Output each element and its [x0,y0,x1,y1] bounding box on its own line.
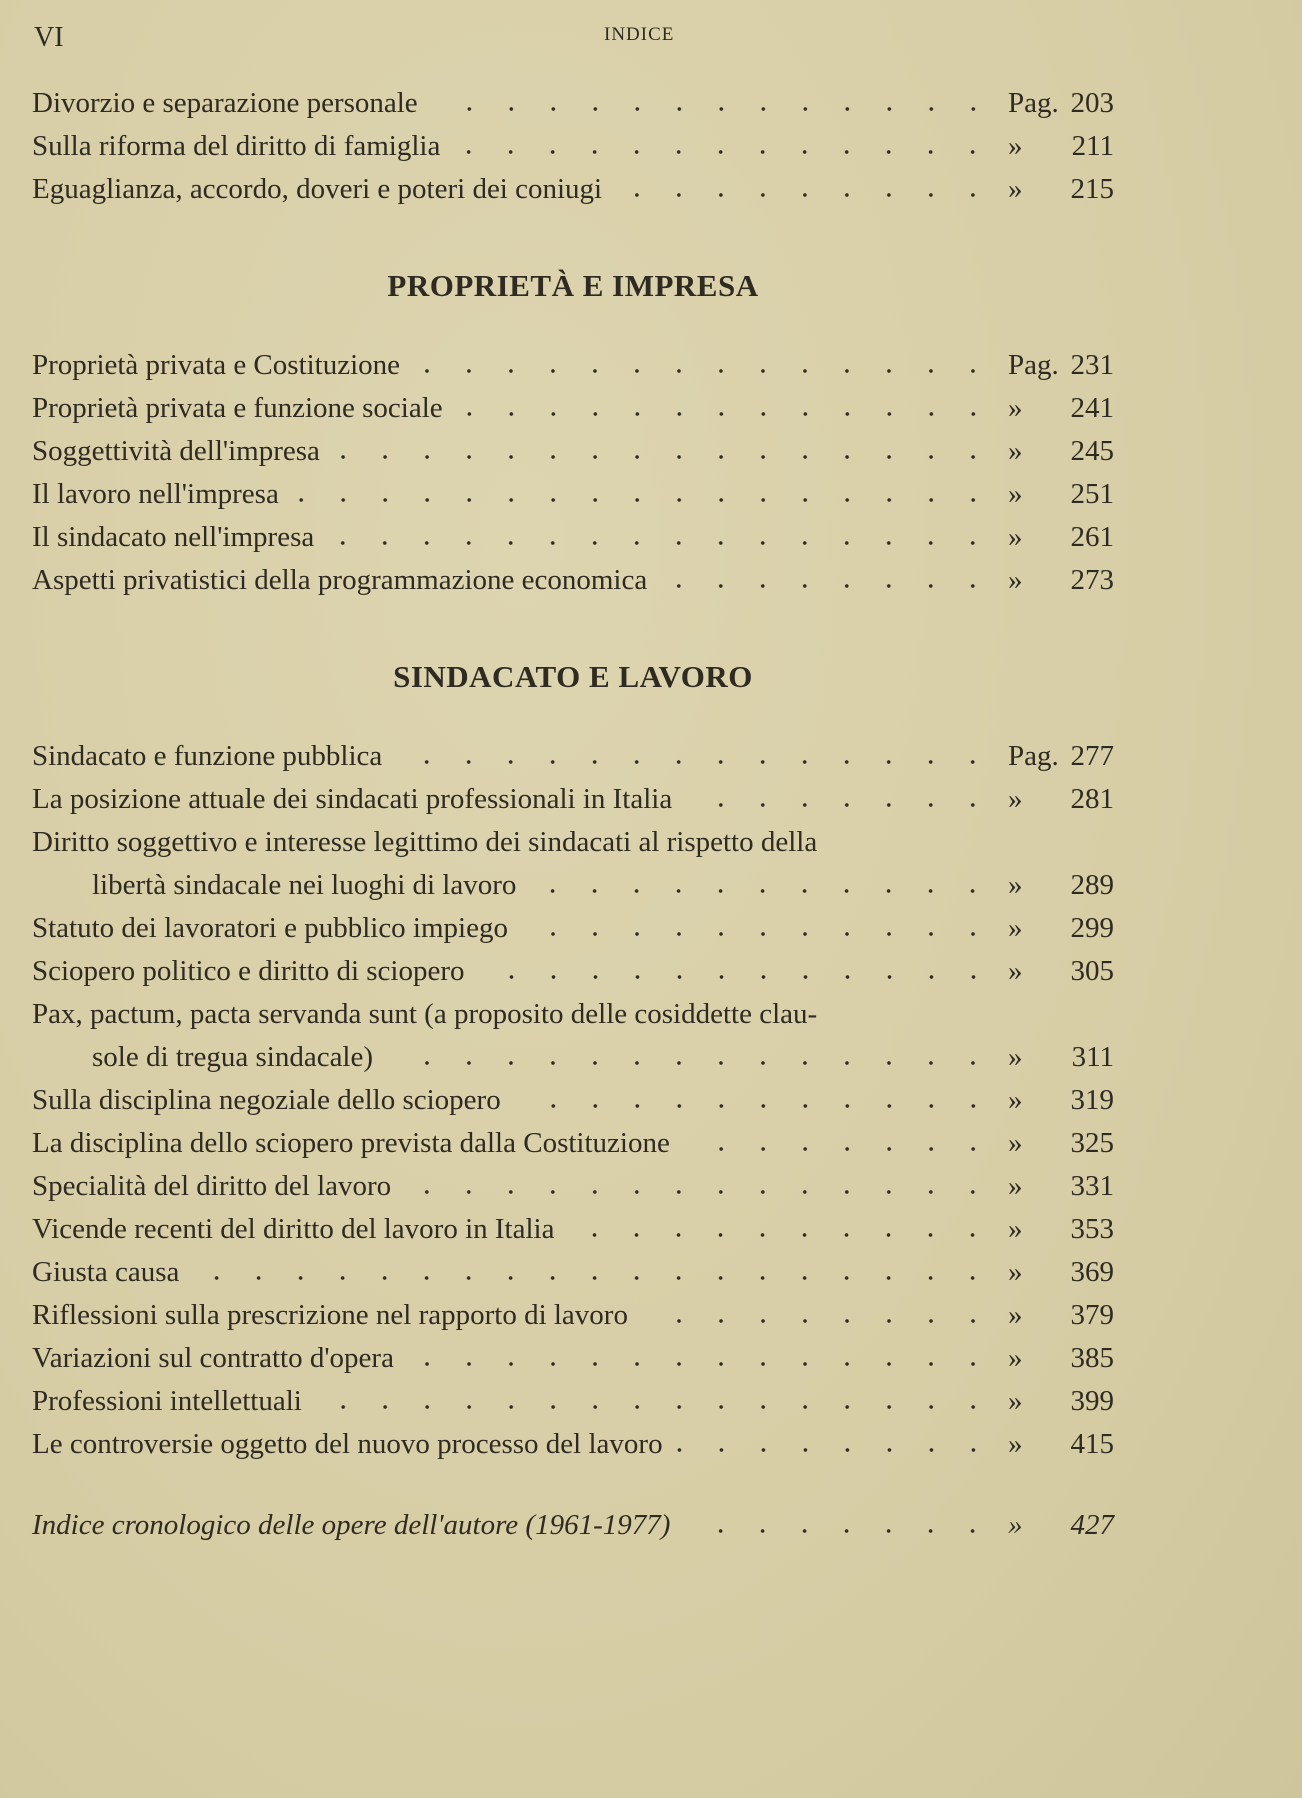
dot-leader [387,1037,994,1066]
dot-leader [686,779,994,808]
dot-leader [432,83,994,112]
running-header [34,18,1112,58]
toc-entry [32,430,1114,473]
toc-entry-line [32,1079,1114,1122]
entry-title: Divorzio e separazione personale [32,87,418,119]
entry-title: Il lavoro nell'impresa [32,478,279,510]
toc-entry-line [32,821,1114,864]
toc-entry-line [32,778,1114,821]
entry-title: Riflessioni sulla prescrizione nel rapporto di lavoro [32,1299,628,1331]
entry-title: Giusta causa [32,1256,180,1288]
entry-title: Il sindacato nell'impresa [32,521,315,553]
page-number: 289 [1070,869,1114,901]
page-marker: » [1008,435,1023,467]
toc-entry [32,82,1114,125]
entry-title: Sindacato e funzione pubblica [32,740,383,772]
page-marker: » [1008,1170,1023,1202]
toc-entry-line [32,430,1114,473]
page-number: 231 [1070,349,1114,381]
page-number: 331 [1070,1170,1114,1202]
page-marker: » [1008,869,1023,901]
page-marker: » [1008,1213,1023,1245]
toc-entry [32,1122,1114,1165]
toc-entry-line [32,1423,1114,1466]
page-number: 281 [1070,783,1114,815]
toc-entry-line [32,735,1114,778]
entry-title: Le controversie oggetto del nuovo processo del lavoro [32,1428,663,1460]
toc-entry [32,1251,1114,1294]
page-marker: » [1008,912,1023,944]
dot-leader [677,1424,994,1453]
entry-title: Proprietà privata e Costituzione [32,349,401,381]
toc-entry-line [32,82,1114,125]
page-marker: » [1008,1428,1023,1460]
toc-entry-line [32,559,1114,602]
entry-title: La disciplina dello sciopero prevista dalla Costituzione [32,1127,670,1159]
toc-entry [32,1337,1114,1380]
toc-entry [32,821,1114,907]
toc-entry-line [32,1294,1114,1337]
toc-entry-line [32,516,1114,559]
toc-entry [32,950,1114,993]
dot-leader [414,345,994,374]
page-number: 211 [1071,130,1114,162]
page-number: 245 [1070,435,1114,467]
dot-leader [616,169,994,198]
section-heading: SINDACATO E LAVORO [393,659,753,694]
spacer [32,1466,1114,1504]
toc-entry [32,778,1114,821]
toc-entry [32,1504,1114,1547]
entry-title: Diritto soggettivo e interesse legittimo dei sindacati al rispetto della [32,826,818,858]
entry-title: Eguaglianza, accordo, doveri e poteri dei coniugi [32,173,603,205]
toc-entry [32,735,1114,778]
entry-title: Indice cronologico delle opere dell'autore (1961-1977) [32,1509,671,1541]
page-marker: » [1008,1342,1023,1374]
dot-leader [334,431,994,460]
page-marker: » [1008,1256,1023,1288]
toc-entry [32,1079,1114,1122]
page-marker: » [1008,1084,1023,1116]
page-marker: » [1008,1299,1023,1331]
page-marker: » [1008,392,1023,424]
entry-title: libertà sindacale nei luoghi di lavoro [92,869,517,901]
entry-title: Statuto dei lavoratori e pubblico impiego [32,912,508,944]
running-title: INDICE [604,24,675,45]
dot-leader [405,1166,994,1195]
entry-title: Sulla disciplina negoziale dello sciopero [32,1084,501,1116]
toc-entry-line [32,1208,1114,1251]
toc-entry [32,1423,1114,1466]
page-number: 305 [1070,955,1114,987]
entry-title: Professioni intellettuali [32,1385,302,1417]
toc-entry [32,387,1114,430]
page-number: 273 [1070,564,1114,596]
page-marker: » [1008,564,1023,596]
toc-entry [32,559,1114,602]
toc-entry-line [32,950,1114,993]
toc-entry-line [32,473,1114,516]
dot-leader [479,951,995,980]
toc-entry [32,1208,1114,1251]
page-number: 399 [1070,1385,1114,1417]
page-number: 325 [1070,1127,1114,1159]
page-number: 353 [1070,1213,1114,1245]
dot-leader [522,908,994,937]
toc-entry-line [32,1337,1114,1380]
toc-entry [32,993,1114,1079]
spacer [32,306,1114,344]
toc-entry [32,344,1114,387]
entry-title: Aspetti privatistici della programmazione economica [32,564,648,596]
toc-entry [32,125,1114,168]
page-number: 415 [1070,1428,1114,1460]
page-marker: » [1008,521,1023,553]
spacer [32,697,1114,735]
toc-entry-line [32,1251,1114,1294]
table-of-contents [32,82,1114,1547]
entry-title: Vicende recenti del diritto del lavoro in Italia [32,1213,555,1245]
page-marker: Pag. [1008,87,1059,119]
page-marker: » [1008,1509,1023,1541]
toc-entry-line [32,344,1114,387]
toc-entry-line [32,1165,1114,1208]
dot-leader [684,1505,994,1534]
entry-title: Variazioni sul contratto d'opera [32,1342,394,1374]
entry-title: sole di tregua sindacale) [92,1041,374,1073]
page-number: 277 [1070,740,1114,772]
dot-leader [408,1338,994,1367]
dot-leader [684,1123,994,1152]
toc-entry-line [32,1036,1114,1079]
entry-title: Sulla riforma del diritto di famiglia [32,130,441,162]
entry-title: Proprietà privata e funzione sociale [32,392,443,424]
page-marker: Pag. [1008,349,1059,381]
dot-leader [530,865,994,894]
page-marker: » [1008,1127,1023,1159]
dot-leader [193,1252,994,1281]
toc-entry-line [32,387,1114,430]
page-number: 251 [1070,478,1114,510]
toc-entry-line [32,1122,1114,1165]
toc-entry-line [32,1504,1114,1547]
dot-leader [457,388,994,417]
page-marker: » [1008,1041,1023,1073]
page-number: 299 [1070,912,1114,944]
dot-leader [568,1209,994,1238]
page-number: 319 [1070,1084,1114,1116]
page-number: 311 [1071,1041,1114,1073]
entry-title: La posizione attuale dei sindacati professionali in Italia [32,783,673,815]
dot-leader [661,560,994,589]
page-marker: » [1008,783,1023,815]
dot-leader [454,126,994,155]
toc-entry [32,473,1114,516]
toc-entry-line [32,993,1114,1036]
page-marker: » [1008,955,1023,987]
page-folio: VI [34,22,64,53]
page-number: 369 [1070,1256,1114,1288]
entry-title: Specialità del diritto del lavoro [32,1170,392,1202]
dot-leader [642,1295,994,1324]
toc-entry-line [32,864,1114,907]
page-marker: » [1008,478,1023,510]
entry-title: Sciopero politico e diritto di sciopero [32,955,465,987]
entry-title: Soggettività dell'impresa [32,435,320,467]
page-marker: » [1008,173,1023,205]
dot-leader [316,1381,994,1410]
page-marker: » [1008,1385,1023,1417]
dot-leader [515,1080,994,1109]
toc-entry [32,168,1114,211]
dot-leader [328,517,994,546]
page-number: 427 [1070,1509,1114,1541]
page-marker: » [1008,130,1023,162]
section-heading: PROPRIETÀ E IMPRESA [387,268,759,303]
page-number: 241 [1070,392,1114,424]
toc-entry-line [32,907,1114,950]
spacer [32,602,1114,657]
toc-entry-line [32,1380,1114,1423]
spacer [32,211,1114,266]
page-marker: Pag. [1008,740,1059,772]
page-number: 215 [1070,173,1114,205]
page-number: 261 [1070,521,1114,553]
toc-entry [32,1165,1114,1208]
toc-entry [32,516,1114,559]
dot-leader [396,736,994,765]
entry-title: Pax, pactum, pacta servanda sunt (a proposito delle cosiddette clau- [32,998,818,1030]
toc-entry [32,1294,1114,1337]
dot-leader [293,474,994,503]
page-number: 379 [1070,1299,1114,1331]
toc-entry-line [32,168,1114,211]
toc-entry [32,907,1114,950]
toc-entry-line [32,125,1114,168]
toc-entry [32,1380,1114,1423]
page-number: 385 [1070,1342,1114,1374]
page-number: 203 [1070,87,1114,119]
